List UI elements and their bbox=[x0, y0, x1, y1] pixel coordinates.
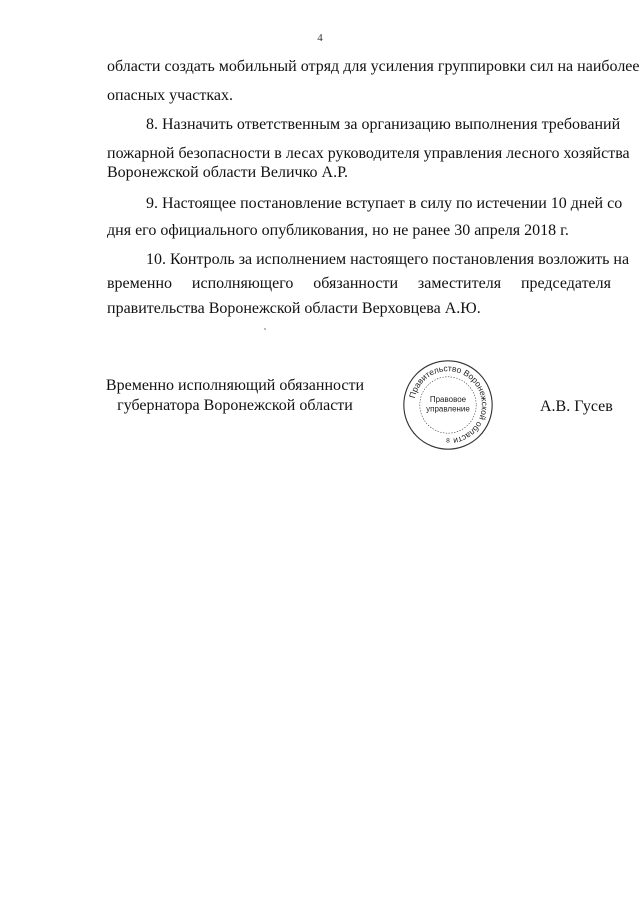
word: обязанности bbox=[313, 275, 398, 292]
paragraph-9-line: 9. Настоящее постановление вступает в силу по истечении 10 дней со bbox=[146, 195, 623, 212]
word: исполняющего bbox=[191, 275, 294, 292]
stamp-number: 8 bbox=[446, 437, 450, 445]
signatory-name: А.В. Гусев bbox=[540, 398, 613, 415]
paragraph-10-line: правительства Воронежской области Верховцева А.Ю. bbox=[107, 300, 481, 317]
body-line: опасных участках. bbox=[107, 87, 233, 104]
word: временно bbox=[107, 275, 173, 292]
body-line: области создать мобильный отряд для усиления группировки сил на наиболее bbox=[107, 58, 640, 75]
paragraph-8-line: Воронежской области Величко А.Р. bbox=[107, 164, 348, 181]
paragraph-10-line bbox=[107, 274, 611, 294]
word: председателя bbox=[520, 275, 611, 292]
signatory-title-line: Временно исполняющий обязанности bbox=[105, 377, 365, 394]
scan-speck bbox=[264, 328, 266, 330]
paragraph-8-line: пожарной безопасности в лесах руководителя управления лесного хозяйства bbox=[107, 145, 630, 162]
stamp-center-line: управление bbox=[426, 404, 470, 414]
stamp-center-line: Правовое bbox=[429, 395, 467, 405]
paragraph-8-line: 8. Назначить ответственным за организацию выполнения требований bbox=[146, 116, 621, 133]
official-stamp bbox=[401, 358, 495, 452]
stamp-ring-text: Правительство Воронежской области bbox=[406, 363, 490, 447]
paragraph-10-line: 10. Контроль за исполнением настоящего постановления возложить на bbox=[146, 251, 630, 268]
page-number: 4 bbox=[317, 32, 323, 44]
word: заместителя bbox=[417, 275, 502, 292]
signatory-title bbox=[90, 376, 380, 416]
signatory-title-line: губернатора Воронежской области bbox=[117, 397, 353, 414]
paragraph-9-line: дня его официального опубликования, но не ранее 30 апреля 2018 г. bbox=[107, 222, 569, 239]
